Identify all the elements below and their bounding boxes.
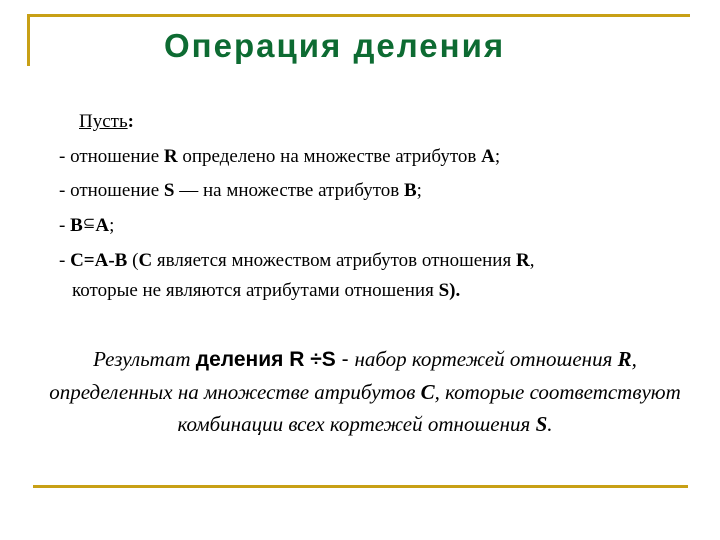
text: ). bbox=[449, 280, 461, 301]
text: Результат bbox=[93, 347, 196, 371]
result-definition bbox=[40, 343, 690, 440]
intro-word: Пусть bbox=[79, 111, 128, 132]
text: , которые соответствуют комбинации всех кортежей отношения bbox=[177, 380, 681, 436]
text: которые не являются атрибутами отношения bbox=[72, 280, 439, 301]
text: - отношение bbox=[59, 180, 164, 201]
text: , bbox=[529, 250, 535, 271]
text: ; bbox=[416, 180, 422, 201]
text: набор кортежей отношения bbox=[354, 347, 618, 371]
text: является множеством атрибутов отношения bbox=[152, 250, 516, 271]
relation-name: R bbox=[515, 250, 530, 271]
top-rule bbox=[27, 14, 690, 17]
attribute-set: A bbox=[481, 146, 495, 167]
condition-line-4-continuation bbox=[72, 280, 460, 302]
condition-line-1 bbox=[59, 146, 500, 168]
intro-colon: : bbox=[127, 111, 134, 132]
text: , определенных на множестве атрибутов bbox=[49, 347, 637, 404]
text: определено на множестве атрибутов bbox=[177, 146, 482, 167]
text: - bbox=[335, 348, 355, 371]
left-rule bbox=[27, 14, 30, 66]
text: ; bbox=[109, 215, 115, 236]
condition-line-3 bbox=[59, 214, 114, 237]
relation-name: S bbox=[535, 412, 548, 436]
bottom-rule bbox=[33, 485, 688, 488]
slide-title: Операция деления bbox=[164, 27, 506, 64]
attribute-set: B bbox=[70, 215, 83, 236]
condition-line-2 bbox=[59, 180, 422, 202]
text: - bbox=[59, 215, 71, 236]
attribute-set: B bbox=[403, 180, 417, 201]
formula: C=A-B bbox=[70, 250, 128, 271]
relation-name: R bbox=[163, 146, 178, 167]
relation-name: S bbox=[163, 180, 175, 201]
attribute-set: C bbox=[420, 380, 435, 404]
text: - отношение bbox=[59, 146, 164, 167]
attribute-set: C bbox=[138, 250, 153, 271]
subset-symbol: ⊆ bbox=[82, 216, 96, 232]
text: ; bbox=[494, 146, 501, 167]
condition-line-4 bbox=[59, 250, 534, 272]
relation-name: S bbox=[438, 280, 450, 301]
division-term: деления R ÷S bbox=[195, 348, 336, 371]
text: — на множестве атрибутов bbox=[174, 180, 404, 201]
text: ( bbox=[127, 250, 139, 271]
attribute-set: A bbox=[95, 215, 110, 236]
intro-line bbox=[79, 111, 134, 133]
text: . bbox=[547, 412, 553, 436]
relation-name: R bbox=[617, 347, 632, 371]
text: - bbox=[59, 250, 71, 271]
